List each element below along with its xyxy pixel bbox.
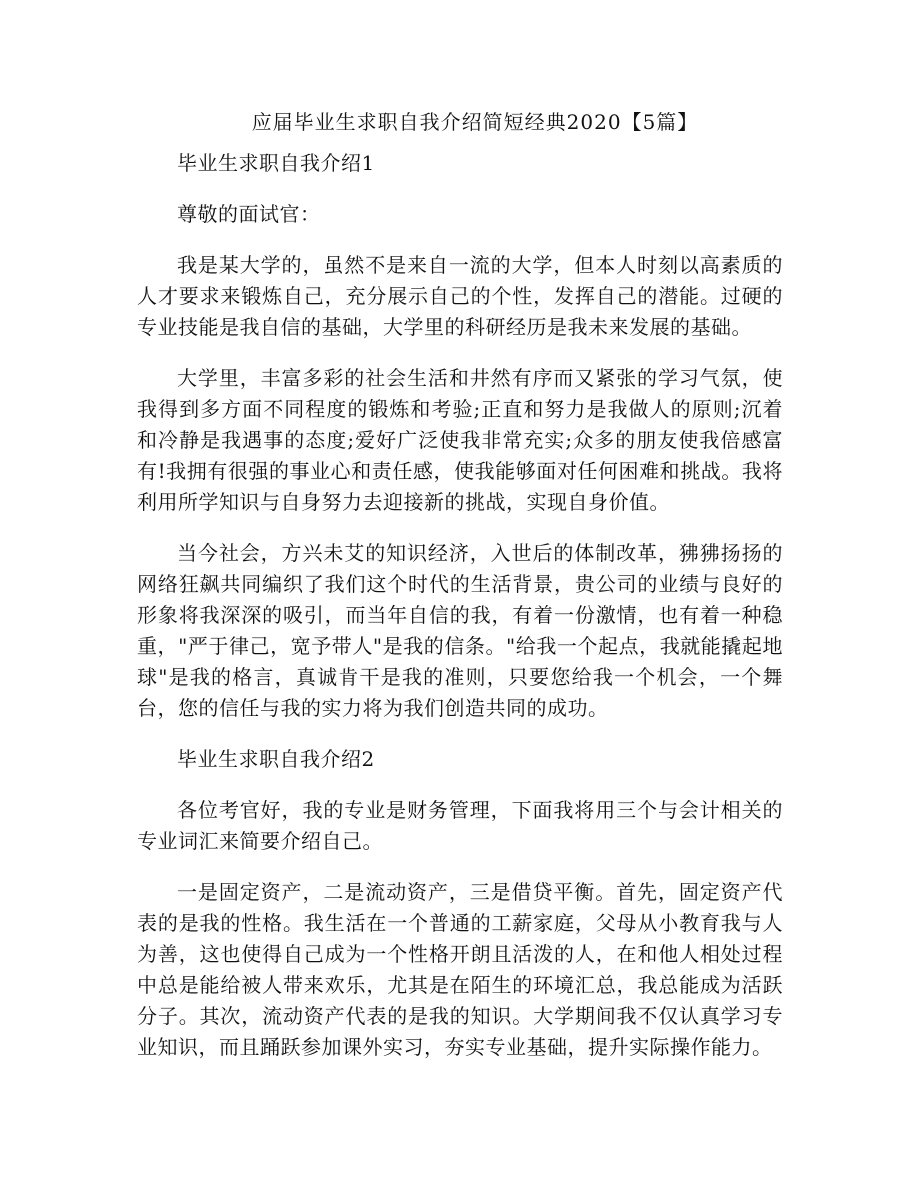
section-2	[137, 744, 783, 1063]
document-body	[137, 148, 783, 1083]
document-title: 应届毕业生求职自我介绍简短经典2020【5篇】	[251, 110, 699, 134]
greeting-paragraph: 尊敬的面试官：	[177, 202, 321, 226]
body-paragraph: 我是某大学的，虽然不是来自一流的大学，但本人时刻以高素质的人才要求来锻炼自己，充分展示自己的个性，发挥自己的潜能。过硬的专业技能是我自信的基础，大学里的科研经历是我未来发展的基础。	[137, 253, 783, 339]
body-paragraph: 大学里，丰富多彩的社会生活和井然有序而又紧张的学习气氛，使我得到多方面不同程度的锻炼和考验;正直和努力是我做人的原则;沉着和冷静是我遇事的态度;爱好广泛使我非常充实;众多的朋友使我倍感富有!我拥有很强的事业心和责任感，使我能够面对任何困难和挑战。我将利用所学知识与自身努力去迎接新的挑战，实现自身价值。	[137, 366, 783, 514]
body-paragraph: 一是固定资产，二是流动资产，三是借贷平衡。首先，固定资产代表的是我的性格。我生活在一个普通的工薪家庭，父母从小教育我与人为善，这也使得自己成为一个性格开朗且活泼的人，在和他人相处过程中总是能给被人带来欢乐，尤其是在陌生的环境汇总，我总能成为活跃分子。其次，流动资产代表的是我的知识。大学期间我不仅认真学习专业知识，而且踊跃参加课外实习，夯实专业基础，提升实际操作能力。	[137, 880, 783, 1059]
body-paragraph: 各位考官好，我的专业是财务管理，下面我将用三个与会计相关的专业词汇来简要介绍自己。	[137, 798, 783, 853]
section-heading: 毕业生求职自我介绍2	[177, 747, 375, 771]
section-1	[137, 148, 783, 724]
section-heading: 毕业生求职自我介绍1	[177, 151, 375, 175]
body-paragraph: 当今社会，方兴未艾的知识经济，入世后的体制改革，狒狒扬扬的网络狂飙共同编织了我们这个时代的生活背景，贵公司的业绩与良好的形象将我深深的吸引，而当年自信的我，有着一份激情，也有着一种稳重，"严于律己，宽予带人"是我的信条。"给我一个起点，我就能撬起地球"是我的格言，真诚肯干是我的准则，只要您给我一个机会，一个舞台，您的信任与我的实力将为我们创造共同的成功。	[137, 541, 783, 720]
